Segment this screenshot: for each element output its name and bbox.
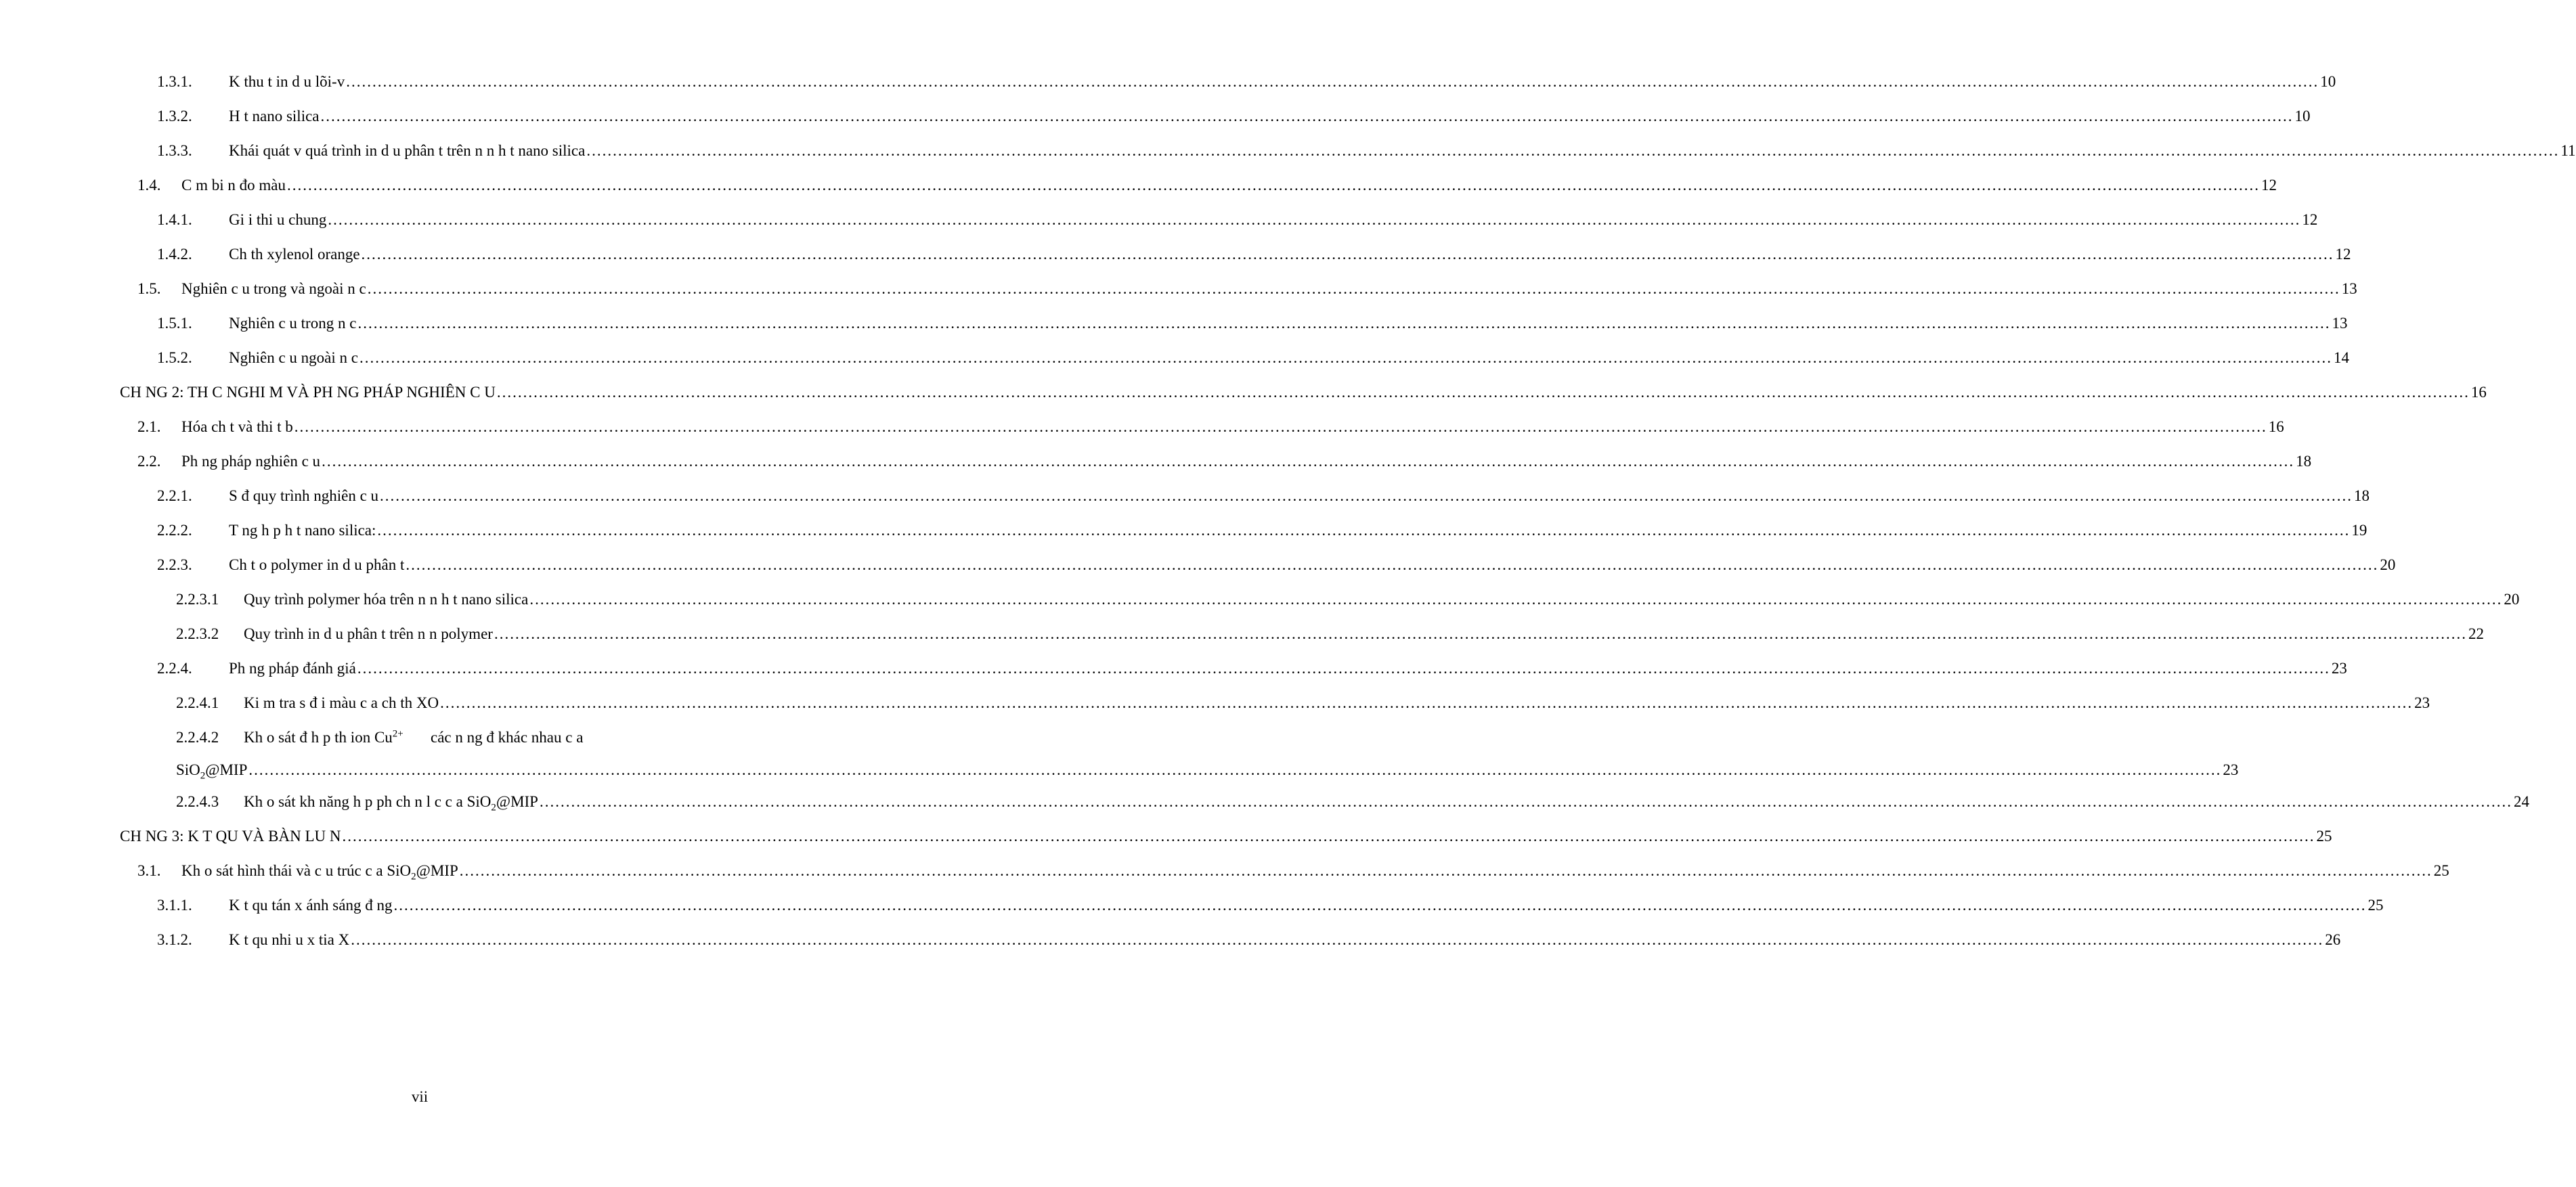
toc-number: 1.5.1. <box>157 315 192 332</box>
toc-title: CH NG 2: TH C NGHI M VÀ PH NG PHÁP NGHIÊN C U <box>120 384 496 401</box>
toc-title: C m bi n đo màu <box>181 177 286 194</box>
toc-entry[interactable] <box>157 519 2367 542</box>
dot-leader <box>357 657 2330 680</box>
toc-number: 1.5.2. <box>157 349 192 366</box>
toc-entry[interactable] <box>157 894 2384 917</box>
dot-leader <box>328 208 2300 231</box>
toc-page: 10 <box>2320 73 2336 90</box>
toc-number: 1.4.2. <box>157 246 192 263</box>
toc-entry[interactable] <box>157 105 2311 128</box>
toc-title <box>244 790 538 813</box>
toc-title: Ch th xylenol orange <box>229 246 360 263</box>
toc-entry[interactable] <box>137 416 2284 439</box>
toc-number: 2.2.4. <box>157 660 192 677</box>
toc-entry[interactable] <box>157 312 2348 335</box>
toc-number: 1.3.2. <box>157 108 192 125</box>
toc-title: K t qu tán x ánh sáng đ ng <box>229 897 393 914</box>
toc-entry[interactable] <box>176 692 2430 715</box>
toc-page: 20 <box>2504 591 2520 608</box>
toc-page: 11 <box>2560 142 2576 159</box>
dot-leader <box>294 416 2267 439</box>
toc-entry[interactable] <box>176 623 2484 646</box>
toc-page: 13 <box>2341 280 2357 297</box>
toc-title-part: Kh o sát hình thái và c u trúc c a SiO <box>181 862 412 879</box>
toc-title: S đ quy trình nghiên c u <box>229 487 379 504</box>
page-number-footer: vii <box>411 1088 429 1105</box>
toc-entry[interactable] <box>157 139 2576 162</box>
dot-leader <box>343 825 2315 848</box>
toc-number: 2.1. <box>137 418 161 435</box>
toc-title: Nghiên c u trong n c <box>229 315 357 332</box>
toc-page: 16 <box>2268 418 2284 435</box>
toc-entry[interactable] <box>176 588 2520 611</box>
dot-leader <box>497 381 2470 404</box>
dot-leader <box>368 277 2340 300</box>
toc-number: 2.2.4.3 <box>176 793 219 810</box>
toc-page: 23 <box>2331 660 2347 677</box>
toc-page: 12 <box>2261 177 2277 194</box>
toc-title-part: @MIP <box>496 793 538 810</box>
toc-page: 25 <box>2367 897 2384 914</box>
toc-number: 2.2.3.1 <box>176 591 219 608</box>
toc-entry[interactable] <box>157 70 2336 93</box>
toc-number: 3.1.2. <box>157 931 192 948</box>
dot-leader <box>406 554 2378 577</box>
toc-page: 23 <box>2223 761 2239 778</box>
toc-number: 2.2.3.2 <box>176 625 219 642</box>
dot-leader <box>494 623 2467 646</box>
toc-entry[interactable] <box>137 859 2449 882</box>
subscript: 2 <box>411 871 416 882</box>
toc-title: Khái quát v quá trình in d u phân t trên n n h t nano silica <box>229 142 586 159</box>
toc-page: 18 <box>2354 487 2370 504</box>
dot-leader <box>346 70 2319 93</box>
superscript-charge: 2+ <box>392 728 403 740</box>
dot-leader <box>377 519 2350 542</box>
toc-page: 22 <box>2468 625 2484 642</box>
toc-chapter-entry[interactable] <box>120 825 2332 848</box>
toc-entry[interactable] <box>137 450 2312 473</box>
toc-title: H t nano silica <box>229 108 320 125</box>
dot-leader <box>362 243 2334 266</box>
toc-page: 23 <box>2414 694 2430 711</box>
formula-text: SiO <box>176 761 200 778</box>
dot-leader <box>380 485 2353 508</box>
toc-number: 2.2.3. <box>157 556 192 573</box>
toc-number: 1.5. <box>137 280 161 297</box>
subscript: 2 <box>200 770 206 782</box>
toc-page: 26 <box>2325 931 2341 948</box>
toc-page: 14 <box>2333 349 2349 366</box>
toc-title: Gi i thi u chung <box>229 211 327 228</box>
toc-number: 2.2.1. <box>157 487 192 504</box>
dot-leader <box>322 450 2294 473</box>
toc-entry[interactable] <box>157 928 2341 951</box>
toc-number: 2.2. <box>137 453 161 470</box>
toc-title: K t qu nhi u x tia X <box>229 931 350 948</box>
toc-title: K thu t in d u lõi-v <box>229 73 345 90</box>
toc-title: Hóa ch t và thi t b <box>181 418 293 435</box>
toc-page: 18 <box>2296 453 2312 470</box>
toc-number: 1.3.1. <box>157 73 192 90</box>
toc-title <box>244 726 762 749</box>
dot-leader <box>287 174 2260 197</box>
toc-entry[interactable] <box>157 485 2370 508</box>
toc-title-part: Kh o sát đ h p th ion Cu <box>244 729 393 746</box>
toc-page: 12 <box>2302 211 2318 228</box>
toc-entry[interactable] <box>157 554 2396 577</box>
formula-text: @MIP <box>205 761 248 778</box>
toc-entry[interactable] <box>137 174 2277 197</box>
toc-entry[interactable] <box>157 208 2318 231</box>
dot-leader <box>351 928 2323 951</box>
dot-leader <box>540 790 2512 813</box>
toc-title: T ng h p h t nano silica: <box>229 522 376 539</box>
dot-leader <box>529 588 2502 611</box>
toc-number: 2.2.4.2 <box>176 729 219 746</box>
toc-entry[interactable] <box>176 790 2529 813</box>
toc-title: Nghiên c u trong và ngoài n c <box>181 280 366 297</box>
toc-page: 25 <box>2433 862 2449 879</box>
toc-number: 2.2.2. <box>157 522 192 539</box>
toc-chapter-entry[interactable] <box>120 381 2487 404</box>
toc-number: 3.1.1. <box>157 897 192 914</box>
toc-title: CH NG 3: K T QU VÀ BÀN LU N <box>120 828 341 845</box>
dot-leader <box>440 692 2413 715</box>
toc-number: 3.1. <box>137 862 161 879</box>
toc-title: Quy trình polymer hóa trên n n h t nano silica <box>244 591 529 608</box>
toc-entry[interactable] <box>157 243 2351 266</box>
dot-leader <box>248 759 2221 782</box>
toc-number: 2.2.4.1 <box>176 694 219 711</box>
toc-title-part: @MIP <box>416 862 458 879</box>
toc-page: 12 <box>2335 246 2351 263</box>
dot-leader <box>393 894 2366 917</box>
subscript: 2 <box>491 802 496 813</box>
toc-number: 1.3.3. <box>157 142 192 159</box>
toc-page: 25 <box>2316 828 2332 845</box>
toc-title <box>181 859 458 882</box>
toc-page: 10 <box>2294 108 2311 125</box>
toc-page: 13 <box>2332 315 2348 332</box>
toc-page: 19 <box>2351 522 2367 539</box>
dot-leader <box>460 859 2432 882</box>
toc-title: Quy trình in d u phân t trên n n polymer <box>244 625 493 642</box>
toc-page: 16 <box>2470 384 2487 401</box>
toc-page: 24 <box>2513 793 2529 810</box>
toc-title: Ch t o polymer in d u phân t <box>229 556 405 573</box>
dot-leader <box>357 312 2330 335</box>
toc-entry-multiline[interactable] <box>176 726 2239 782</box>
toc-title: Ki m tra s đ i màu c a ch th XO <box>244 694 439 711</box>
toc-page: 20 <box>2380 556 2396 573</box>
toc-number: 1.4. <box>137 177 161 194</box>
toc-title: Nghiên c u ngoài n c <box>229 349 358 366</box>
toc-title: Ph ng pháp nghiên c u <box>181 453 321 470</box>
toc-title-part: Kh o sát kh năng h p ph ch n l c c a SiO <box>244 793 492 810</box>
toc-number: 1.4.1. <box>157 211 192 228</box>
toc-title-continued <box>176 759 247 782</box>
toc-title-part: các n ng đ khác nhau c a <box>431 729 584 746</box>
toc-entry[interactable] <box>157 657 2347 680</box>
dot-leader <box>321 105 2294 128</box>
toc-entry[interactable] <box>157 346 2349 369</box>
dot-leader <box>359 346 2332 369</box>
toc-title: Ph ng pháp đánh giá <box>229 660 356 677</box>
toc-entry[interactable] <box>137 277 2357 300</box>
dot-leader <box>586 139 2559 162</box>
